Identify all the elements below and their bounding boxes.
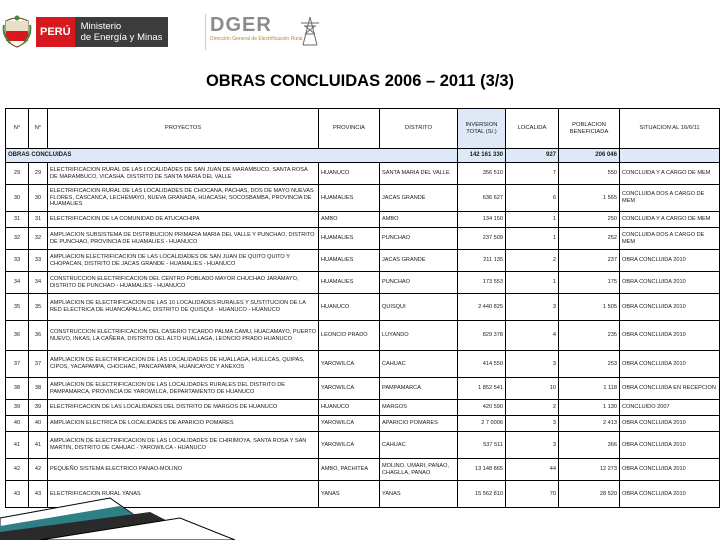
peru-brand: PERÚ xyxy=(36,17,75,47)
cell-provincia: HUANUCO xyxy=(319,294,380,321)
cell-proyecto: AMPLIACION DE ELECTRIFICACION DE LAS LOCALIDADES DE HUALLAGA, HUILLCAS, QUIPAS, CIPOS, YACAPAMPA, CHOCHAC, PANCAPAMPA, HUANCAYOC Y ANEXOS xyxy=(48,351,319,378)
cell-poblacion: 235 xyxy=(559,321,620,351)
cell-distrito: PUNCHAO xyxy=(380,228,458,250)
cell-inversion: 356 510 xyxy=(458,163,506,185)
cell-proyecto: AMPLIACION DE ELECTRIFICACION DE LAS LOCALIDADES DE CHIRIMOYA, SANTA ROSA Y SAN MARTIN, DISTRITO DE CAHUAC - YAROWILCA - HUANUCO xyxy=(48,432,319,459)
col-header-inversion: INVERSION TOTAL (S/.) xyxy=(458,109,506,149)
cell-distrito: MOLINO, UMARI, PANAO, CHAGLLA, PANAO xyxy=(380,459,458,481)
cell-inversion: 237 509 xyxy=(458,228,506,250)
cell-n1: 31 xyxy=(6,212,29,228)
cell-distrito: CAHUAC xyxy=(380,432,458,459)
cell-proyecto: PEQUEÑO SISTEMA ELECTRICO PANAO-MOLINO xyxy=(48,459,319,481)
cell-n1: 32 xyxy=(6,228,29,250)
cell-situacion: OBRA CONCLUIDA 2010 xyxy=(620,351,720,378)
table-row xyxy=(6,212,720,228)
cell-distrito: LUYANDO xyxy=(380,321,458,351)
cell-n1: 30 xyxy=(6,185,29,212)
cell-inversion: 2 7 0006 xyxy=(458,416,506,432)
cell-provincia: YAROWILCA xyxy=(319,351,380,378)
total-poblacion: 206 046 xyxy=(559,149,620,163)
cell-distrito: YANAS xyxy=(380,481,458,508)
cell-situacion: CONCLUIDA Y A CARGO DE MEM xyxy=(620,163,720,185)
cell-localidad: 4 xyxy=(506,321,559,351)
cell-provincia: YAROWILCA xyxy=(319,416,380,432)
cell-provincia: HUAMALIES xyxy=(319,250,380,272)
cell-proyecto: AMPLIACION ELECTRICA DE LOCALIDADES DE APARICIO POMARES xyxy=(48,416,319,432)
cell-n2: 35 xyxy=(29,294,48,321)
cell-inversion: 15 562 810 xyxy=(458,481,506,508)
cell-provincia: YANAS xyxy=(319,481,380,508)
obras-table xyxy=(5,108,720,508)
col-header-situacion: SITUACION AL 16/6/11 xyxy=(620,109,720,149)
cell-localidad: 7 xyxy=(506,163,559,185)
cell-localidad: 6 xyxy=(506,185,559,212)
cell-localidad: 10 xyxy=(506,378,559,400)
cell-localidad: 3 xyxy=(506,351,559,378)
cell-proyecto: ELECTRIFICACION RURAL DE LAS LOCALIDADES DE SAN JUAN DE MARAMBUCO, SANTA ROSA DE MARAMBUCO, VICASHA. DISTRITO DE SANTA MARIA DEL VALLE xyxy=(48,163,319,185)
page-title: OBRAS CONCLUIDAS 2006 – 2011 (3/3) xyxy=(205,72,515,90)
cell-n1: 42 xyxy=(6,459,29,481)
cell-situacion: CONCLUIDO 2007 xyxy=(620,400,720,416)
cell-poblacion: 1 565 xyxy=(559,185,620,212)
cell-distrito: APARICIO POMARES xyxy=(380,416,458,432)
cell-provincia: HUANUCO xyxy=(319,400,380,416)
total-inversion: 142 161 330 xyxy=(458,149,506,163)
col-header-n2: N° xyxy=(29,109,48,149)
cell-situacion: OBRA CONCLUIDA 2010 xyxy=(620,272,720,294)
cell-poblacion: 1 130 xyxy=(559,400,620,416)
table-row xyxy=(6,163,720,185)
cell-situacion: OBRA CONCLUIDA 2010 xyxy=(620,481,720,508)
cell-inversion: 173 553 xyxy=(458,272,506,294)
coat-of-arms-icon xyxy=(2,15,32,49)
ministerio-line-1: Ministerio xyxy=(80,21,122,32)
table-row xyxy=(6,228,720,250)
cell-localidad: 1 xyxy=(506,212,559,228)
cell-distrito: SANTA MARIA DEL VALLE xyxy=(380,163,458,185)
cell-situacion: CONCLUIDA Y A CARGO DE MEM xyxy=(620,212,720,228)
table-row xyxy=(6,400,720,416)
cell-proyecto: ELECTRIFICACION DE LA COMUNIDAD DE ATUCACHIPA xyxy=(48,212,319,228)
cell-inversion: 1 852 541 xyxy=(458,378,506,400)
cell-provincia: AMBO xyxy=(319,212,380,228)
cell-inversion: 211 135 xyxy=(458,250,506,272)
cell-localidad: 1 xyxy=(506,228,559,250)
cell-poblacion: 253 xyxy=(559,351,620,378)
cell-distrito: JACAS GRANDE xyxy=(380,185,458,212)
cell-localidad: 3 xyxy=(506,416,559,432)
cell-poblacion: 175 xyxy=(559,272,620,294)
cell-proyecto: ELECTRIFICACION RURAL YANAS xyxy=(48,481,319,508)
cell-poblacion: 252 xyxy=(559,228,620,250)
cell-provincia: YAROWILCA xyxy=(319,378,380,400)
cell-distrito: PUNCHAO xyxy=(380,272,458,294)
cell-distrito: CAHUAC xyxy=(380,351,458,378)
cell-proyecto: AMPLIACION DE ELECTRIFICACION DE LAS 10 LOCALIDADES RURALES Y SUSTITUCION DE LA RED ELECTRICA DE HUANCAPALLAC, DISTRITO DE QUISQUI - HUANUCO - HUANUCO xyxy=(48,294,319,321)
cell-situacion: OBRA CONCLUIDA 2010 xyxy=(620,416,720,432)
cell-n1: 39 xyxy=(6,400,29,416)
cell-localidad: 44 xyxy=(506,459,559,481)
cell-situacion: OBRA CONCLUIDA 2010 xyxy=(620,459,720,481)
obras-table-wrap xyxy=(5,108,719,508)
ministerio-label xyxy=(75,17,169,47)
col-header-n1: N° xyxy=(6,109,29,149)
cell-proyecto: ELECTRIFICACION DE LAS LOCALIDADES DEL DISTRITO DE MARGOS DE HUANUCO xyxy=(48,400,319,416)
cell-localidad: 2 xyxy=(506,400,559,416)
table-row xyxy=(6,416,720,432)
cell-situacion: OBRA CONCLUIDA 2010 xyxy=(620,432,720,459)
table-row xyxy=(6,321,720,351)
cell-distrito: MARGOS xyxy=(380,400,458,416)
cell-n1: 37 xyxy=(6,351,29,378)
cell-n1: 34 xyxy=(6,272,29,294)
table-row xyxy=(6,378,720,400)
cell-n1: 40 xyxy=(6,416,29,432)
ministerio-line-2: de Energía y Minas xyxy=(80,32,163,43)
table-row xyxy=(6,294,720,321)
col-header-distrito: DISTRITO xyxy=(380,109,458,149)
cell-n2: 42 xyxy=(29,459,48,481)
cell-poblacion: 12 273 xyxy=(559,459,620,481)
cell-provincia: HUANUCO xyxy=(319,163,380,185)
dger-wordmark: DGER xyxy=(210,14,272,36)
power-tower-icon xyxy=(299,16,321,46)
cell-provincia: AMBO, PACHITEA xyxy=(319,459,380,481)
cell-proyecto: CONSTRUCCION ELECTRIFICACION DEL CASERIO TICARDO PALMA CAMU, HUACAMAYO, PUERTO NUEVO, INKAS, LA CAÑERA, DISTRITO DEL ALTO HUALLAGA, LEONCIO PRADO HUANUCO xyxy=(48,321,319,351)
table-row xyxy=(6,351,720,378)
cell-provincia: HUAMALIES xyxy=(319,185,380,212)
cell-situacion: OBRA CONCLUIDA 2010 xyxy=(620,250,720,272)
cell-localidad: 70 xyxy=(506,481,559,508)
total-localidades: 927 xyxy=(506,149,559,163)
cell-inversion: 636 627 xyxy=(458,185,506,212)
cell-inversion: 134 150 xyxy=(458,212,506,228)
cell-n1: 38 xyxy=(6,378,29,400)
cell-proyecto: AMPLIACION SUBSISTEMA DE DISTRIBUCION PRIMARIA MARIA DEL VALLE Y PUNCHAO, DISTRITO DE PUNCHAO, PROVINCIA DE HUAMALIES - HUANUCO xyxy=(48,228,319,250)
cell-poblacion: 2 413 xyxy=(559,416,620,432)
col-header-localidad: LOCALIDA xyxy=(506,109,559,149)
cell-situacion: OBRA CONCLUIDA 2010 xyxy=(620,321,720,351)
cell-localidad: 1 xyxy=(506,272,559,294)
cell-localidad: 2 xyxy=(506,250,559,272)
cell-n1: 43 xyxy=(6,481,29,508)
cell-poblacion: 1 118 xyxy=(559,378,620,400)
table-row xyxy=(6,272,720,294)
table-row xyxy=(6,250,720,272)
cell-n2: 41 xyxy=(29,432,48,459)
cell-localidad: 3 xyxy=(506,294,559,321)
cell-n1: 36 xyxy=(6,321,29,351)
cell-inversion: 829 378 xyxy=(458,321,506,351)
total-situacion xyxy=(620,149,720,163)
cell-proyecto: CONSTRUCCION ELECTRIFICACION DEL CENTRO POBLADO MAYOR CHUCHAO JARAMAYO, DISTRITO DE PUNCHAO - HUAMALIES - HUANUCO xyxy=(48,272,319,294)
cell-situacion: CONCLUIDA DOS A CARGO DE MEM xyxy=(620,228,720,250)
ministerio-logo xyxy=(2,14,180,50)
dger-subtitle: Dirección General de Electrificación Rural xyxy=(210,36,303,42)
cell-n2: 37 xyxy=(29,351,48,378)
cell-poblacion: 550 xyxy=(559,163,620,185)
table-row xyxy=(6,432,720,459)
cell-inversion: 414 550 xyxy=(458,351,506,378)
cell-distrito: JACAS GRANDE xyxy=(380,250,458,272)
cell-n2: 38 xyxy=(29,378,48,400)
cell-inversion: 420 590 xyxy=(458,400,506,416)
table-header-row xyxy=(6,109,720,149)
cell-proyecto: AMPLIACION DE ELECTRIFICACION DE LAS LOCALIDADES RURALES DEL DISTRITO DE PAMPAMARCA, PROVINCIA DE YAROWILCA, DEPARTAMENTO DE HUANUCO xyxy=(48,378,319,400)
cell-localidad: 3 xyxy=(506,432,559,459)
cell-proyecto: AMPLIACION ELECTRIFICACION DE LAS LOCALIDADES DE SAN JUAN DE QUITO QUITO Y CHOPACAN, DISTRITO DE JACAS GRANDE - HUAMALIES - HUANUCO xyxy=(48,250,319,272)
cell-situacion: OBRA CONCLUIDA EN RECEPCION xyxy=(620,378,720,400)
cell-n2: 34 xyxy=(29,272,48,294)
cell-poblacion: 366 xyxy=(559,432,620,459)
cell-inversion: 2 440 825 xyxy=(458,294,506,321)
cell-provincia: YAROWILCA xyxy=(319,432,380,459)
cell-n2: 30 xyxy=(29,185,48,212)
cell-n2: 40 xyxy=(29,416,48,432)
cell-inversion: 537 511 xyxy=(458,432,506,459)
cell-provincia: HUAMALIES xyxy=(319,272,380,294)
cell-provincia: LEONCIO PRADO xyxy=(319,321,380,351)
cell-n2: 31 xyxy=(29,212,48,228)
cell-n2: 36 xyxy=(29,321,48,351)
total-row xyxy=(6,149,720,163)
cell-n2: 29 xyxy=(29,163,48,185)
cell-n1: 29 xyxy=(6,163,29,185)
cell-situacion: OBRA CONCLUIDA 2010 xyxy=(620,294,720,321)
cell-n2: 32 xyxy=(29,228,48,250)
cell-poblacion: 1 505 xyxy=(559,294,620,321)
cell-distrito: QUISQUI xyxy=(380,294,458,321)
cell-poblacion: 250 xyxy=(559,212,620,228)
cell-inversion: 13 148 865 xyxy=(458,459,506,481)
col-header-provincia: PROVINCIA xyxy=(319,109,380,149)
col-header-proyectos: PROYECTOS xyxy=(48,109,319,149)
cell-poblacion: 28 520 xyxy=(559,481,620,508)
cell-n2: 43 xyxy=(29,481,48,508)
table-row xyxy=(6,185,720,212)
cell-proyecto: ELECTRIFICACION RURAL DE LAS LOCALIDADES DE CHOCANA, PACHAS, DOS DE MAYO NUEVAS FLORES, CASCANCA, LECHEMAYO, NUEVA GRANADA, HUACASH, SOCOSBAMBA, PROVINCIA DE HUAMALIES xyxy=(48,185,319,212)
table-row xyxy=(6,459,720,481)
cell-distrito: AMBO xyxy=(380,212,458,228)
cell-n2: 33 xyxy=(29,250,48,272)
dger-logo xyxy=(205,14,323,50)
cell-situacion: CONCLUIDA DOS A CARGO DE MEM xyxy=(620,185,720,212)
cell-provincia: HUAMALIES xyxy=(319,228,380,250)
cell-n1: 35 xyxy=(6,294,29,321)
cell-n1: 41 xyxy=(6,432,29,459)
col-header-poblacion: POBLACION BENEFICIADA xyxy=(559,109,620,149)
cell-poblacion: 237 xyxy=(559,250,620,272)
cell-n1: 33 xyxy=(6,250,29,272)
cell-distrito: PAMPAMARCA xyxy=(380,378,458,400)
total-label: OBRAS CONCLUIDAS xyxy=(6,149,458,163)
decorative-arrows xyxy=(0,488,300,540)
cell-n2: 39 xyxy=(29,400,48,416)
